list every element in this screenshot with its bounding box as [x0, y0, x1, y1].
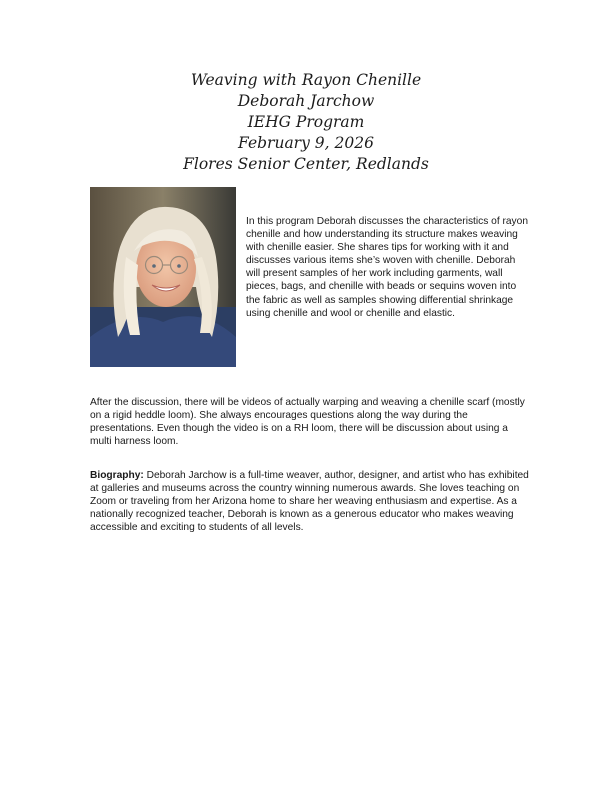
presenter-name: Deborah Jarchow — [237, 92, 375, 110]
program-date: February 9, 2026 — [238, 134, 374, 152]
presenter-photo — [90, 187, 236, 367]
biography-text: Deborah Jarchow is a full-time weaver, author, designer, and artist who has exhibited at galleries and museums across the country winning numerous awards. She loves teaching on Zoom or traveling from her Arizona home to share her weaving enthusiasm and expertise. As a nationally recognized teacher, Deborah is known as a generous educator who makes weaving accessible and exciting to students of all levels. — [90, 470, 529, 534]
intro-paragraph: In this program Deborah discusses the characteristics of rayon chenille and how understanding its structure makes weaving with chenille easier. She shares tips for working with it and discusses various items she’s woven with chenille. Deborah will present samples of her work including garments, wall pieces, bags, and chenille with beads or sequins woven into the fabric as well as samples showing differential shrinkage using chenille and wool or chenille and elastic. — [246, 216, 528, 319]
biography-paragraph — [90, 469, 530, 534]
after-discussion-paragraph: After the discussion, there will be videos of actually warping and weaving a chenille scarf (mostly on a rigid heddle loom). She always encourages questions along the way during the presentations. Even though the video is on a RH loom, there will be discussion about using a multi harness loom. — [90, 397, 525, 448]
program-title: Weaving with Rayon Chenille — [190, 71, 422, 89]
title-block — [0, 70, 612, 175]
program-location: Flores Senior Center, Redlands — [183, 155, 429, 173]
program-series: IEHG Program — [247, 113, 365, 131]
biography-label: Biography: — [90, 470, 144, 481]
